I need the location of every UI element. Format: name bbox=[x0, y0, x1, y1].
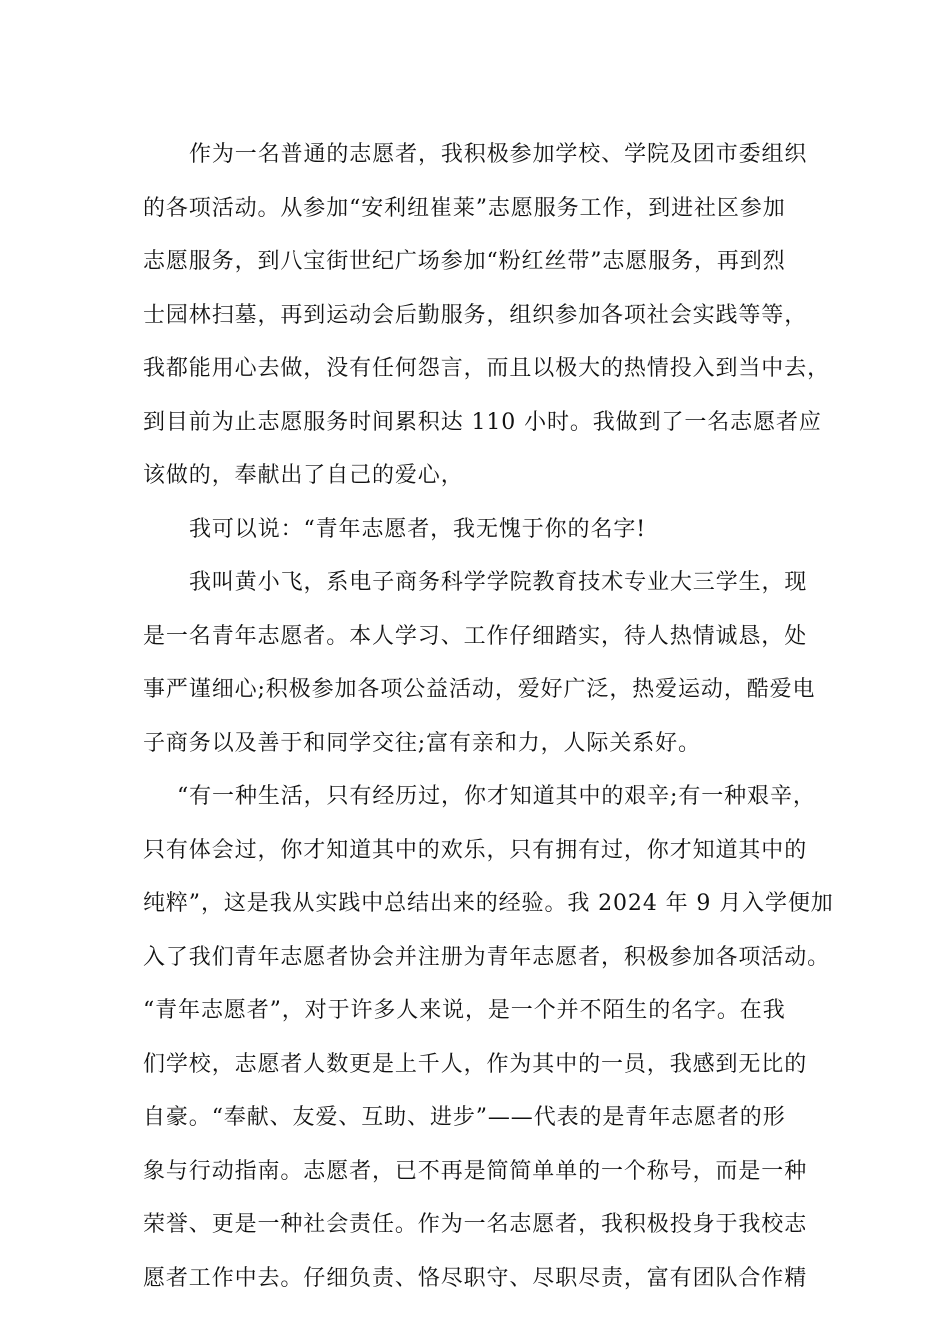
paragraph-4-line-2: 只有体会过，你才知道其中的欢乐，只有拥有过，你才知道其中的 bbox=[143, 837, 808, 863]
paragraph-4-line-9: 荣誉、更是一种社会责任。作为一名志愿者，我积极投身于我校志 bbox=[143, 1212, 808, 1237]
paragraph-3-line-1: 我叫黄小飞，系电子商务科学学院教育技术专业大三学生，现 bbox=[189, 570, 808, 595]
paragraph-4-line-3: 纯粹”，这是我从实践中总结出来的经验。我 2024 年 9 月入学便加 bbox=[143, 891, 834, 916]
paragraph-1-line-2: 的各项活动。从参加“安利纽崔莱”志愿服务工作，到进社区参加 bbox=[143, 195, 786, 221]
paragraph-1-line-3: 志愿服务，到八宝街世纪广场参加“粉红丝带”志愿服务，再到烈 bbox=[143, 249, 786, 274]
paragraph-4-line-10: 愿者工作中去。仔细负责、恪尽职守、尽职尽责，富有团队合作精 bbox=[143, 1265, 808, 1291]
paragraph-3-line-3: 事严谨细心;积极参加各项公益活动，爱好广泛，热爱运动，酷爱电 bbox=[143, 677, 816, 702]
paragraph-4-line-4: 入了我们青年志愿者协会并注册为青年志愿者，积极参加各项活动。 bbox=[143, 944, 831, 970]
paragraph-4-line-1: “有一种生活，只有经历过，你才知道其中的艰辛;有一种艰辛， bbox=[177, 784, 816, 809]
paragraph-4-line-7: 自豪。“奉献、友爱、互助、进步”——代表的是青年志愿者的形 bbox=[143, 1105, 786, 1130]
paragraph-1-line-5: 我都能用心去做，没有任何怨言，而且以极大的热情投入到当中去， bbox=[143, 356, 831, 381]
paragraph-2-line-1: 我可以说：“青年志愿者，我无愧于你的名字! bbox=[189, 516, 646, 542]
paragraph-4-line-8: 象与行动指南。志愿者，已不再是简简单单的一个称号，而是一种 bbox=[143, 1158, 808, 1184]
paragraph-1-line-7: 该做的，奉献出了自己的爱心， bbox=[143, 463, 464, 488]
paragraph-1-line-1: 作为一名普通的志愿者，我积极参加学校、学院及团市委组织 bbox=[189, 142, 808, 167]
paragraph-1-line-6: 到目前为止志愿服务时间累积达 110 小时。我做到了一名志愿者应 bbox=[143, 409, 822, 435]
paragraph-1-line-4: 士园林扫墓，再到运动会后勤服务，组织参加各项社会实践等等， bbox=[143, 302, 808, 328]
paragraph-3-line-4: 子商务以及善于和同学交往;富有亲和力，人际关系好。 bbox=[143, 730, 701, 756]
paragraph-4-line-5: “青年志愿者”，对于许多人来说，是一个并不陌生的名字。在我 bbox=[143, 998, 786, 1023]
paragraph-3-line-2: 是一名青年志愿者。本人学习、工作仔细踏实，待人热情诚恳，处 bbox=[143, 623, 808, 649]
paragraph-4-line-6: 们学校，志愿者人数更是上千人，作为其中的一员，我感到无比的 bbox=[143, 1051, 808, 1077]
document-body bbox=[143, 128, 843, 1305]
